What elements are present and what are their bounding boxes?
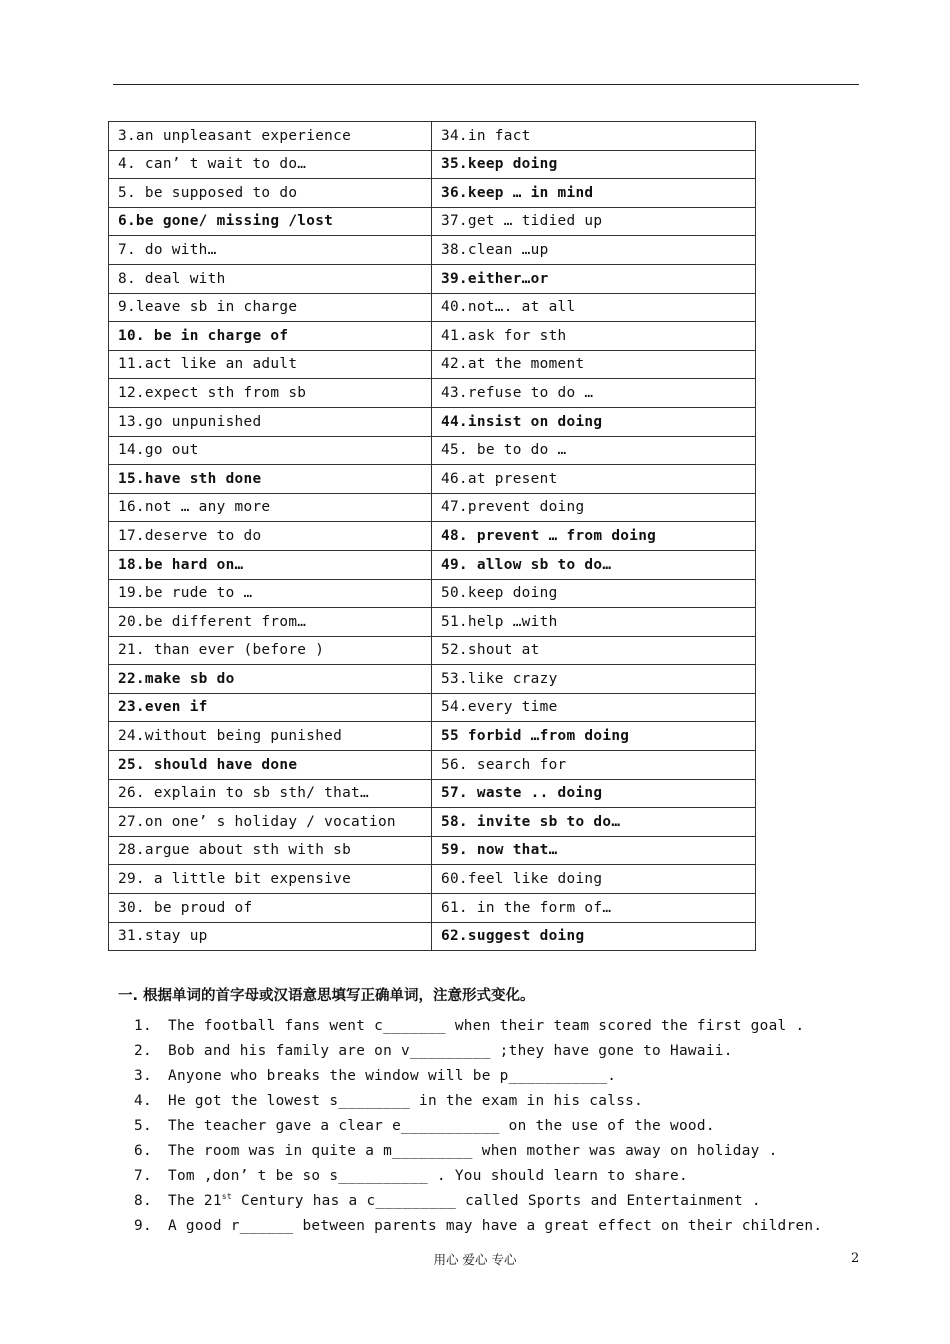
phrase-cell-right: 45. be to do … [432,436,756,465]
table-row [109,407,756,436]
exercise-number: 5. [134,1118,152,1134]
table-row [109,122,756,151]
exercise-number: 2. [134,1043,152,1059]
exercise-text-before: The 21 [168,1193,222,1209]
phrase-cell-right: 52.shout at [432,636,756,665]
phrase-cell-left: 9.leave sb in charge [109,293,432,322]
phrase-cell-right: 49. allow sb to do… [432,550,756,579]
table-row [109,350,756,379]
table-row [109,264,756,293]
phrase-cell-left: 10. be in charge of [109,322,432,351]
exercise-number: 1. [134,1018,152,1034]
table-row [109,751,756,780]
phrase-cell-left: 3.an unpleasant experience [109,122,432,151]
table-row [109,465,756,494]
phrase-cell-right: 56. search for [432,751,756,780]
phrase-cell-right: 35.keep doing [432,150,756,179]
table-row [109,922,756,951]
phrase-cell-right: 62.suggest doing [432,922,756,951]
phrase-cell-right: 42.at the moment [432,350,756,379]
phrase-cell-left: 15.have sth done [109,465,432,494]
exercise-number: 6. [134,1143,152,1159]
table-row [109,493,756,522]
phrase-cell-right: 36.keep … in mind [432,179,756,208]
phrase-cell-left: 25. should have done [109,751,432,780]
superscript: st [221,1192,233,1202]
table-row [109,436,756,465]
phrase-cell-left: 23.even if [109,693,432,722]
phrase-cell-left: 19.be rude to … [109,579,432,608]
phrase-cell-right: 57. waste .. doing [432,779,756,808]
exercise-text: Bob and his family are on v_________ ;they have gone to Hawaii. [168,1043,733,1059]
phrase-cell-right: 58. invite sb to do… [432,808,756,837]
table-row [109,808,756,837]
phrase-cell-right: 54.every time [432,693,756,722]
exercise-number: 9. [134,1218,152,1234]
phrase-cell-right: 55 forbid …from doing [432,722,756,751]
phrase-cell-right: 34.in fact [432,122,756,151]
exercise-text: The room was in quite a m_________ when mother was away on holiday . [168,1143,778,1159]
exercise-number: 3. [134,1068,152,1084]
phrase-cell-left: 12.expect sth from sb [109,379,432,408]
phrase-cell-right: 44.insist on doing [432,407,756,436]
footer-text: 用心 爱心 专心 [433,1252,517,1267]
header-rule [113,84,859,85]
exercise-text: He got the lowest s________ in the exam in his calss. [168,1093,644,1109]
page-number: 2 [851,1251,860,1266]
phrase-cell-right: 46.at present [432,465,756,494]
phrase-cell-left: 29. a little bit expensive [109,865,432,894]
phrase-cell-left: 7. do with… [109,236,432,265]
table-row [109,608,756,637]
phrase-cell-right: 47.prevent doing [432,493,756,522]
table-row [109,236,756,265]
phrase-cell-right: 51.help …with [432,608,756,637]
exercise-text: Tom ,don’ t be so s__________ . You should learn to share. [168,1168,688,1184]
table-row [109,836,756,865]
phrase-cell-right: 40.not…. at all [432,293,756,322]
phrase-cell-left: 14.go out [109,436,432,465]
phrase-cell-left: 13.go unpunished [109,407,432,436]
table-row [109,522,756,551]
table-row [109,722,756,751]
exercise-text [168,1193,761,1209]
exercise-number: 4. [134,1093,152,1109]
phrase-cell-right: 37.get … tidied up [432,207,756,236]
table-row [109,579,756,608]
phrase-cell-left: 31.stay up [109,922,432,951]
phrase-cell-left: 21. than ever (before ) [109,636,432,665]
phrase-table [108,121,756,951]
exercise-number: 8. [134,1193,152,1209]
phrase-cell-left: 16.not … any more [109,493,432,522]
phrase-cell-left: 11.act like an adult [109,350,432,379]
phrase-table-body [109,122,756,951]
phrase-cell-left: 18.be hard on… [109,550,432,579]
table-row [109,207,756,236]
phrase-cell-right: 38.clean …up [432,236,756,265]
phrase-cell-right: 61. in the form of… [432,894,756,923]
phrase-cell-left: 26. explain to sb sth/ that… [109,779,432,808]
table-row [109,865,756,894]
phrase-cell-right: 59. now that… [432,836,756,865]
phrase-cell-left: 20.be different from… [109,608,432,637]
exercise-text: A good r______ between parents may have a great effect on their children. [168,1218,823,1234]
phrase-cell-left: 24.without being punished [109,722,432,751]
table-row [109,550,756,579]
phrase-cell-right: 41.ask for sth [432,322,756,351]
phrase-cell-right: 39.either…or [432,264,756,293]
phrase-cell-left: 4. can’ t wait to do… [109,150,432,179]
table-row [109,293,756,322]
section-heading: 一. 根据单词的首字母或汉语意思填写正确单词，注意形式变化。 [118,988,535,1004]
phrase-cell-left: 30. be proud of [109,894,432,923]
exercise-number: 7. [134,1168,152,1184]
exercise-text: The football fans went c_______ when their team scored the first goal . [168,1018,805,1034]
phrase-cell-left: 17.deserve to do [109,522,432,551]
table-row [109,665,756,694]
phrase-cell-right: 50.keep doing [432,579,756,608]
exercise-text-after: Century has a c_________ called Sports and Entertainment . [232,1193,761,1209]
table-row [109,894,756,923]
exercise-text: Anyone who breaks the window will be p___________. [168,1068,617,1084]
table-row [109,693,756,722]
table-row [109,636,756,665]
phrase-cell-left: 5. be supposed to do [109,179,432,208]
table-row [109,379,756,408]
table-row [109,322,756,351]
phrase-cell-left: 22.make sb do [109,665,432,694]
table-row [109,179,756,208]
phrase-cell-left: 28.argue about sth with sb [109,836,432,865]
phrase-cell-left: 6.be gone/ missing /lost [109,207,432,236]
phrase-cell-right: 48. prevent … from doing [432,522,756,551]
phrase-cell-right: 53.like crazy [432,665,756,694]
table-row [109,150,756,179]
exercise-text: The teacher gave a clear e___________ on the use of the wood. [168,1118,715,1134]
phrase-cell-left: 27.on one’ s holiday / vocation [109,808,432,837]
phrase-cell-left: 8. deal with [109,264,432,293]
table-row [109,779,756,808]
phrase-cell-right: 60.feel like doing [432,865,756,894]
phrase-cell-right: 43.refuse to do … [432,379,756,408]
